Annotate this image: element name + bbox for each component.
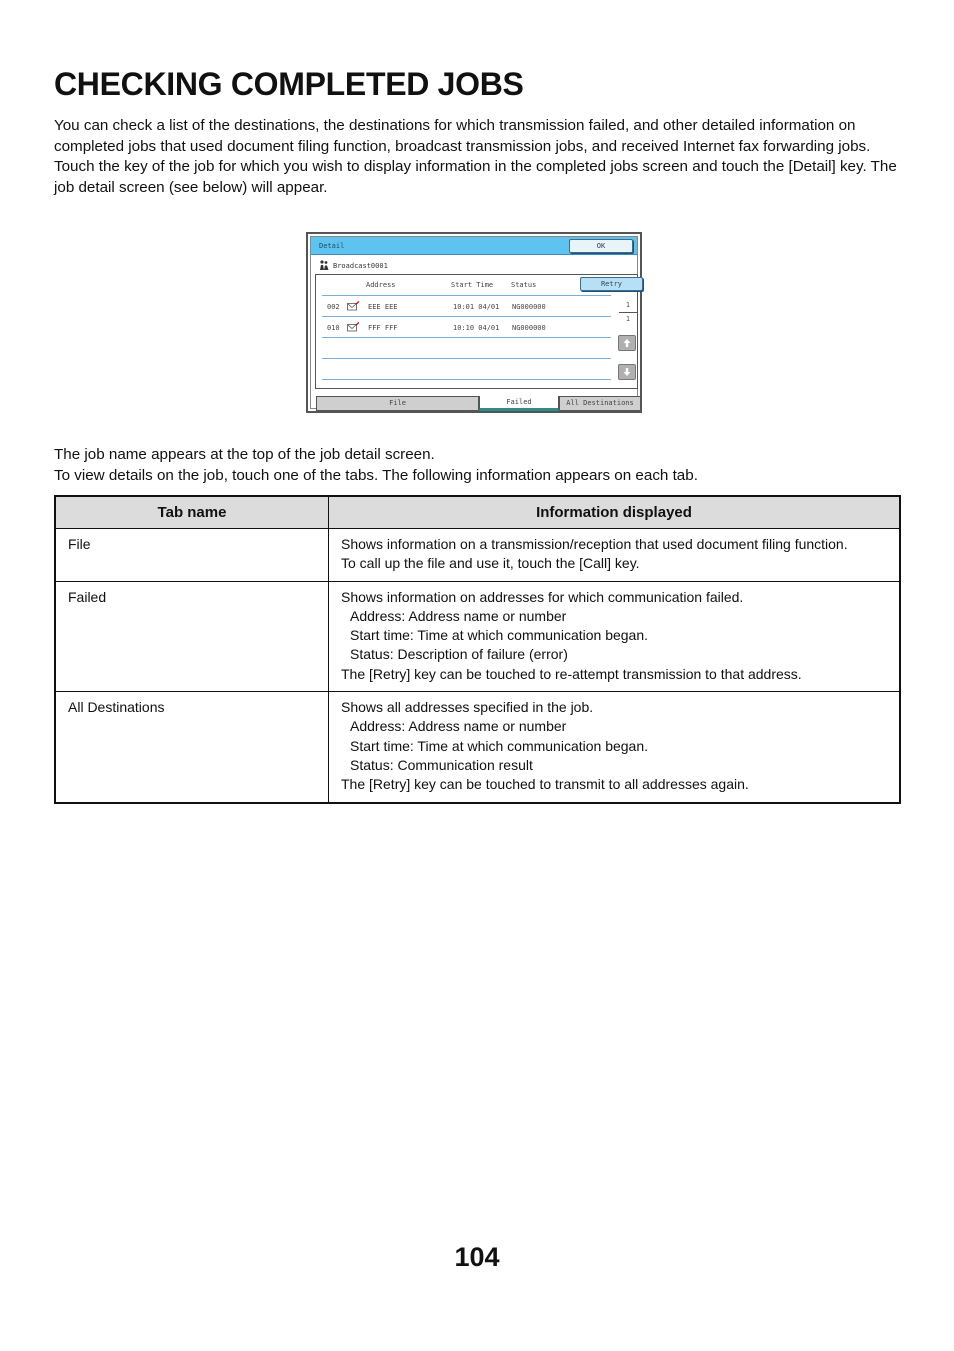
destination-list-panel <box>315 274 638 389</box>
row-number: 002 <box>327 303 340 311</box>
table-row <box>55 692 900 803</box>
tab-file[interactable]: File <box>316 396 479 411</box>
table-header-information: Information displayed <box>329 496 901 529</box>
ok-button[interactable]: OK <box>569 239 633 253</box>
column-header-start-time: Start Time <box>451 281 494 289</box>
table-header-tab-name: Tab name <box>55 496 329 529</box>
page-divider <box>619 312 637 313</box>
info-line: Status: Communication result <box>350 756 533 773</box>
info-line: Shows all addresses specified in the job. <box>341 699 594 716</box>
row-start-time: 10:10 04/01 <box>453 324 500 332</box>
row-status: NG000000 <box>512 303 546 311</box>
info-line: Address: Address name or number <box>350 607 567 624</box>
info-line: Status: Description of failure (error) <box>350 646 568 663</box>
arrow-up-icon <box>619 336 635 350</box>
table-header-row <box>55 496 900 529</box>
tab-failed[interactable]: Failed <box>479 396 559 411</box>
info-line: To call up the file and use it, touch the [Call] key. <box>341 555 640 572</box>
envelope-icon <box>347 322 360 332</box>
broadcast-icon <box>319 260 329 271</box>
page-number: 104 <box>454 1242 500 1272</box>
empty-row <box>322 358 611 379</box>
intro-paragraph: You can check a list of the destinations, the destinations for which transmission failed, and other detailed information on completed jobs that used document filing function, broadcast transmission jobs, and received Internet fax forwarding jobs. Touch the key of the job for which you wish to display information in the completed jobs screen and touch the [Detail] key. The job detail screen (see below) will appear. <box>54 117 897 196</box>
caption-job-name: The job name appears at the top of the job detail screen. <box>54 446 435 463</box>
page-current: 1 <box>625 301 631 309</box>
row-divider <box>322 379 611 380</box>
row-number: 010 <box>327 324 340 332</box>
tab-name-cell: All Destinations <box>55 692 329 803</box>
tab-all-destinations[interactable]: All Destinations <box>559 396 641 411</box>
info-line: The [Retry] key can be touched to transmit to all addresses again. <box>341 776 749 793</box>
caption-tabs: To view details on the job, touch one of the tabs. The following information appears on each tab. <box>54 467 698 484</box>
tab-name-cell: File <box>55 529 329 582</box>
screen-frame <box>310 236 638 409</box>
row-status: NG000000 <box>512 324 546 332</box>
info-line: Start time: Time at which communication began. <box>350 737 649 754</box>
info-line: Shows information on addresses for which communication failed. <box>341 588 744 605</box>
tab-name-cell: Failed <box>55 581 329 691</box>
column-header-status: Status <box>511 281 537 289</box>
info-line: Shows information on a transmission/reception that used document filing function. <box>341 536 848 552</box>
page-total: 1 <box>625 315 631 323</box>
tab-info-table <box>54 495 901 804</box>
job-detail-screen <box>306 232 642 413</box>
tab-info-cell <box>329 692 901 803</box>
job-name: Broadcast0001 <box>333 262 388 270</box>
column-header-address: Address <box>366 281 396 289</box>
screen-title: Detail <box>319 242 345 250</box>
info-line: The [Retry] key can be touched to re-attempt transmission to that address. <box>341 665 802 682</box>
row-address: FFF FFF <box>368 324 398 332</box>
tab-info-cell <box>329 581 901 691</box>
page-title: CHECKING COMPLETED JOBS <box>54 66 524 102</box>
destination-row[interactable] <box>322 295 611 316</box>
empty-row <box>322 337 611 358</box>
screen-title-bar <box>311 237 637 255</box>
envelope-icon <box>347 301 360 311</box>
table-row <box>55 581 900 691</box>
retry-button[interactable]: Retry <box>580 277 643 291</box>
row-address: EEE EEE <box>368 303 398 311</box>
scroll-down-button[interactable] <box>618 364 636 380</box>
tab-info-cell <box>329 529 901 582</box>
table-row <box>55 529 900 582</box>
scroll-up-button[interactable] <box>618 335 636 351</box>
destination-row[interactable] <box>322 316 611 337</box>
info-line: Start time: Time at which communication began. <box>350 627 649 644</box>
info-line: Address: Address name or number <box>350 718 567 735</box>
row-start-time: 10:01 04/01 <box>453 303 500 311</box>
arrow-down-icon <box>619 365 635 379</box>
